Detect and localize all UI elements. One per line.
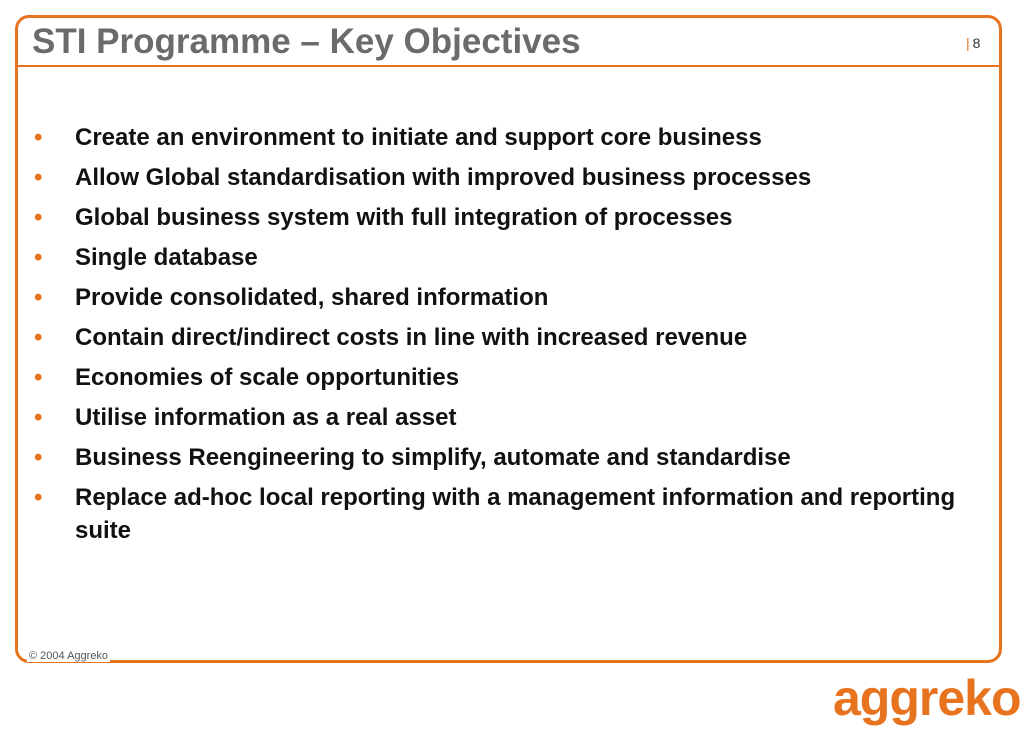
list-item-text: Economies of scale opportunities xyxy=(75,364,460,391)
list-item xyxy=(34,121,984,154)
slide-title: STI Programme – Key Objectives xyxy=(32,22,581,61)
copyright-notice: © 2004 Aggreko xyxy=(29,650,109,662)
list-item-text: Replace ad-hoc local reporting with a management information and reporting suite xyxy=(75,484,956,544)
list-item xyxy=(34,481,984,547)
list-item-text: Global business system with full integration of processes xyxy=(75,204,733,231)
list-item-text: Single database xyxy=(75,244,258,271)
list-item xyxy=(34,401,984,434)
list-item xyxy=(34,281,984,314)
bullet-icon: • xyxy=(34,284,43,311)
bullet-icon: • xyxy=(34,364,43,391)
list-item-text: Create an environment to initiate and support core business xyxy=(75,124,762,151)
bullet-icon: • xyxy=(34,124,43,151)
title-divider xyxy=(16,65,1001,67)
list-item xyxy=(34,321,984,354)
aggreko-logo: aggreko xyxy=(833,670,1021,726)
bullet-icon: • xyxy=(34,324,43,351)
objectives-list xyxy=(34,121,984,554)
page-separator: | xyxy=(966,35,970,51)
page-number-block xyxy=(966,35,980,51)
list-item-text: Utilise information as a real asset xyxy=(75,404,457,431)
bullet-icon: • xyxy=(34,444,43,471)
bullet-icon: • xyxy=(34,404,43,431)
list-item xyxy=(34,201,984,234)
list-item-text: Business Reengineering to simplify, automate and standardise xyxy=(75,444,791,471)
list-item-text: Allow Global standardisation with improved business processes xyxy=(75,164,812,191)
list-item xyxy=(34,161,984,194)
list-item xyxy=(34,361,984,394)
list-item xyxy=(34,241,984,274)
bullet-icon: • xyxy=(34,164,43,191)
page-number: 8 xyxy=(972,35,981,51)
bullet-icon: • xyxy=(34,244,43,271)
bullet-icon: • xyxy=(34,484,43,511)
list-item xyxy=(34,441,984,474)
list-item-text: Provide consolidated, shared information xyxy=(75,284,549,311)
list-item-text: Contain direct/indirect costs in line with increased revenue xyxy=(75,324,748,351)
bullet-icon: • xyxy=(34,204,43,231)
